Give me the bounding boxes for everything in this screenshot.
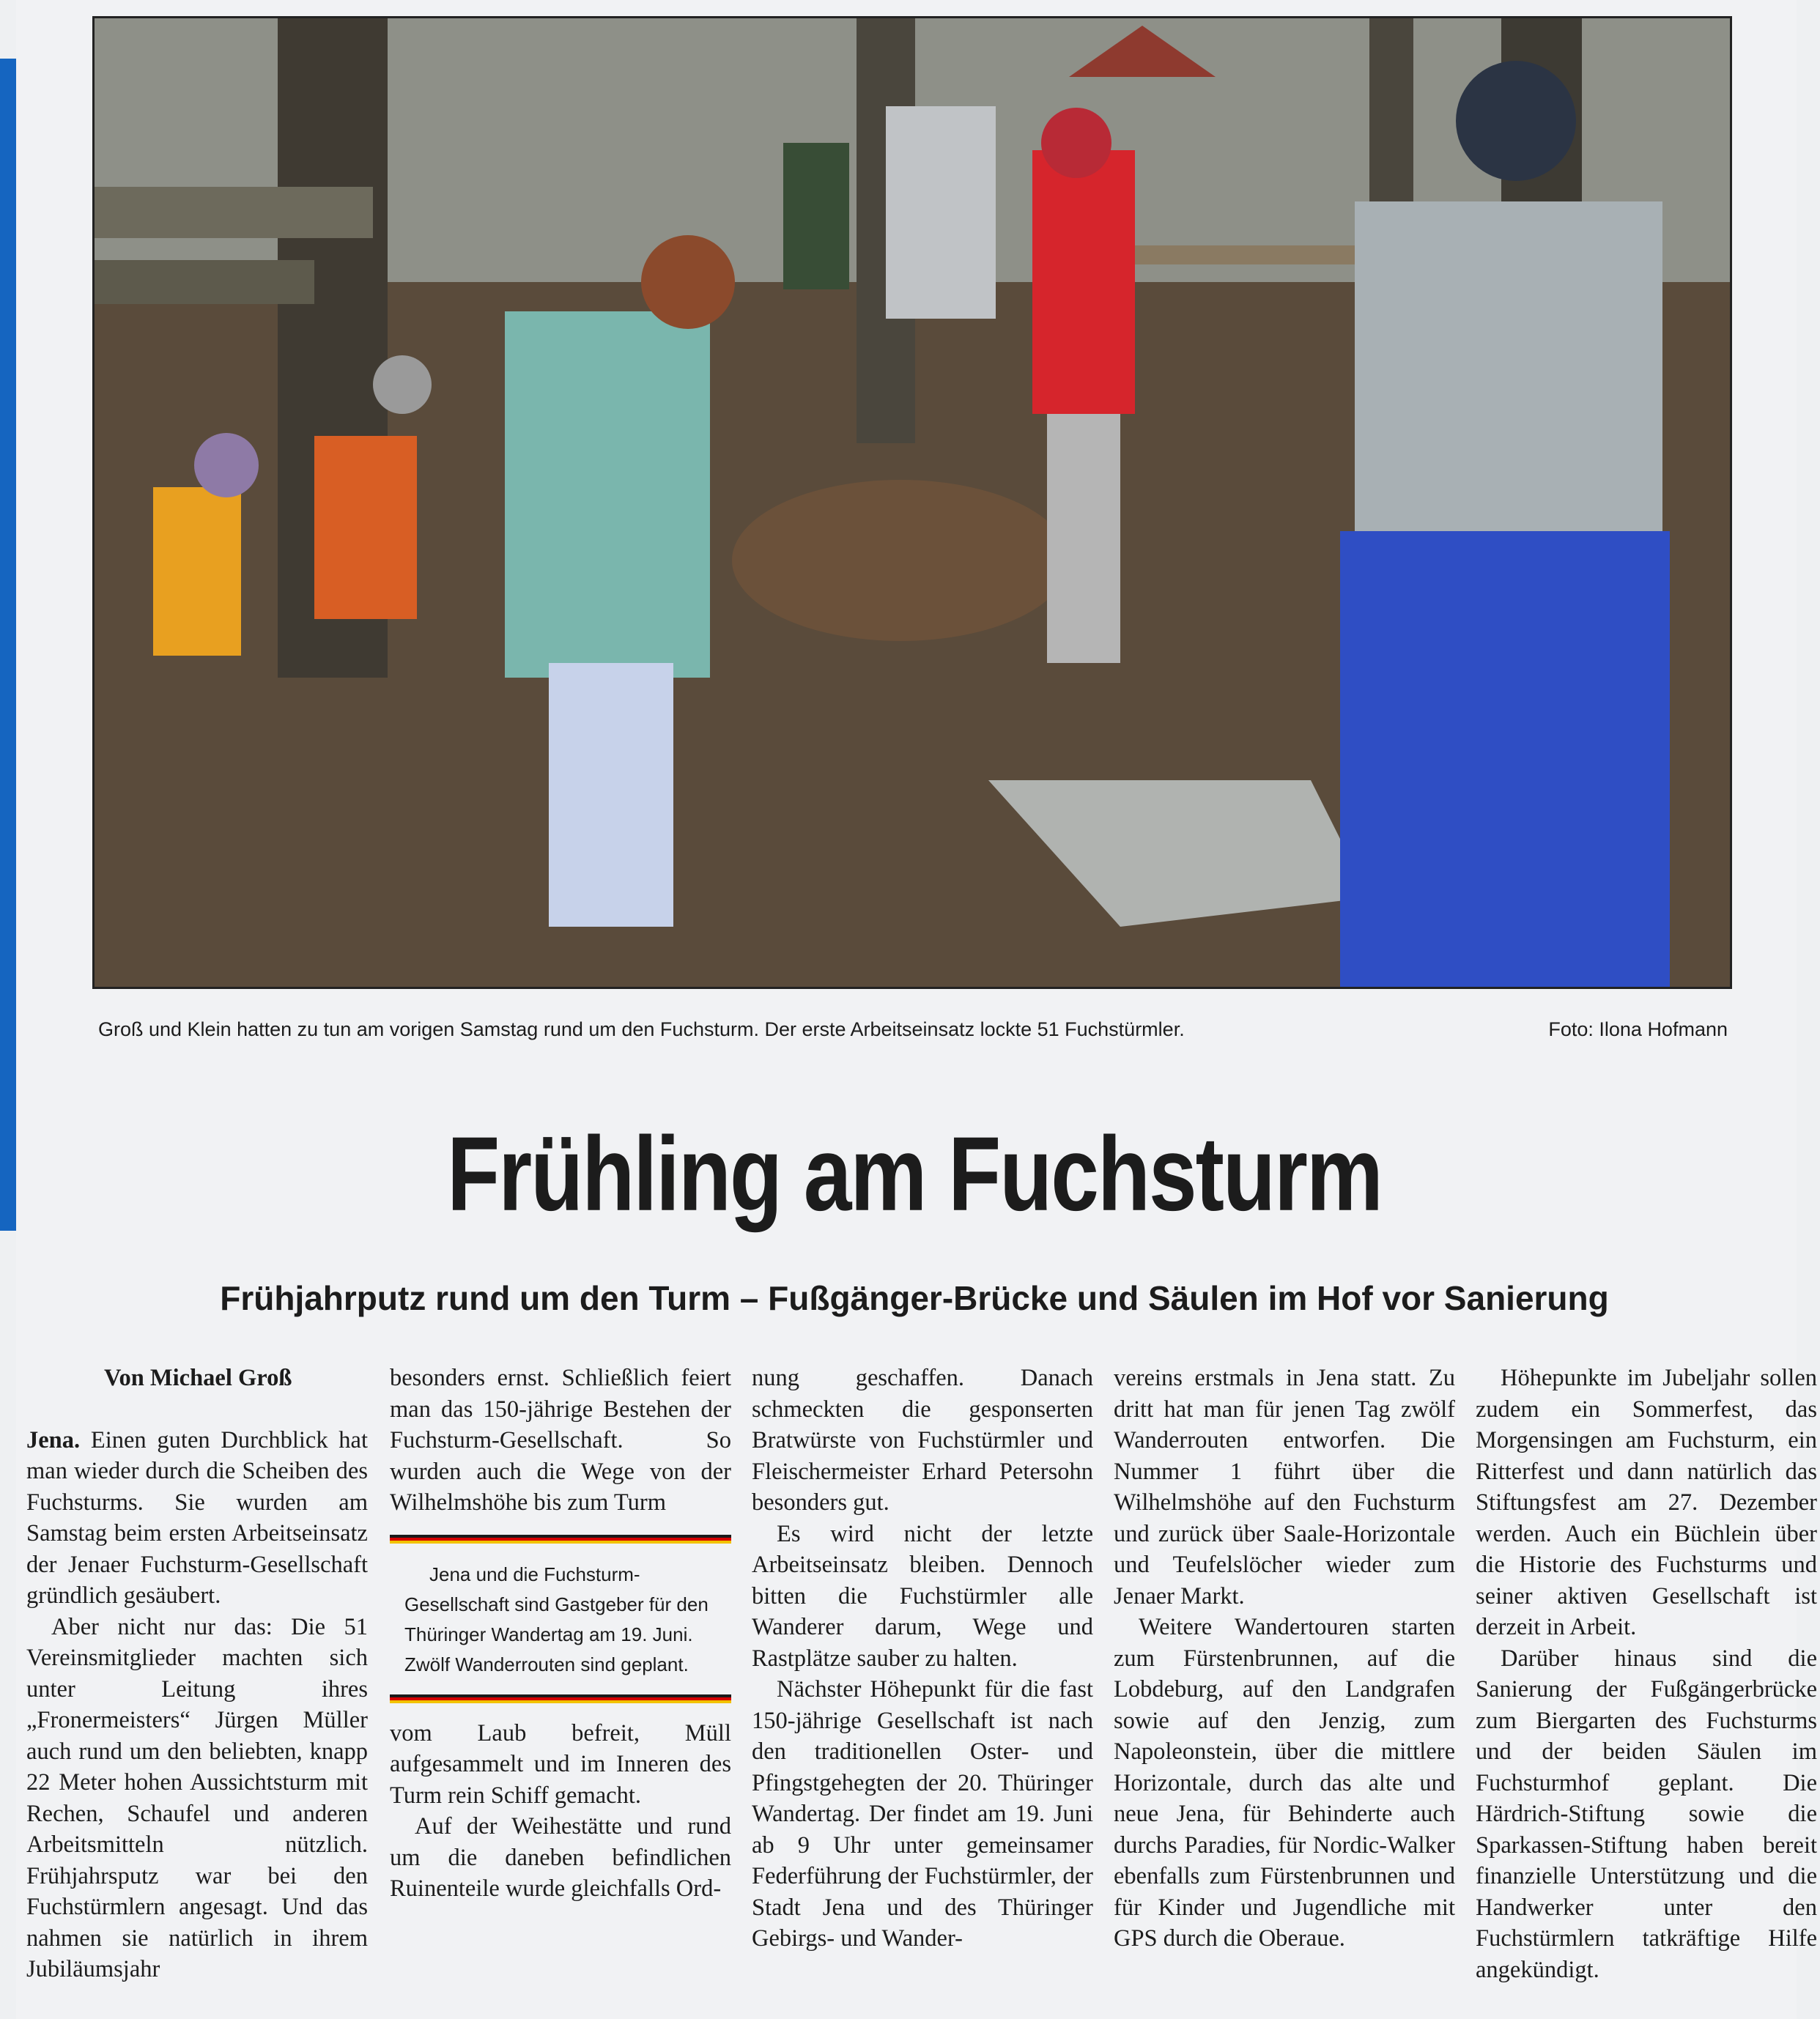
article-subheadline: Frühjahrputz rund um den Turm – Fußgänger-Brücke und Säulen im Hof vor Sanierung [220,1279,1609,1317]
article-headline: Frühling am Fuchsturm [447,1115,1382,1234]
article-paragraph: vom Laub befreit, Müll aufgesammelt und im Inneren des Turm rein Schiff gemacht. [390,1719,731,1809]
article-paragraph: besonders ernst. Schließlich feiert man das 150-jährige Bestehen der Fuchsturm-Gesellschaft. So wurden auch die Wege von der Wilhelmshöhe bis zum Turm [390,1365,731,1516]
photo-illustration [95,18,1730,987]
article-column-3 [752,1363,1093,1955]
article-paragraph: Weitere Wandertouren starten zum Fürstenbrunnen, auf die Lobdeburg, auf den Landgrafen sowie auf den Jenzig, zum Napoleonstein, über die mittlere Horizontale, durch das alte und neue Jena, für Behinderte auch durchs Paradies, für Nordic-Walker ebenfalls zum Fürstenbrunnen und für Kinder und Jugendliche mit GPS durch die Oberaue. [1114,1614,1455,1952]
article-column-1 [26,1363,368,1985]
photo-caption: Groß und Klein hatten zu tun am vorigen Samstag rund um den Fuchsturm. Der erste Arbeitseinsatz lockte 51 Fuchstürmler. [98,1018,1185,1040]
article-byline: Von Michael Groß [104,1365,292,1391]
article-paragraph: nung geschaffen. Danach schmeckten die gesponserten Bratwürste von Fuchstürmler und Fleischermeister Erhard Petersohn besonders gut. [752,1365,1093,1516]
info-box-top-rule [390,1535,731,1544]
article-paragraph: vereins erstmals in Jena statt. Zu dritt hat man für jenen Tag zwölf Wanderrouten entworfen. Die Nummer 1 führt über die Wilhelmshöhe auf den Fuchsturm und zurück über Saale-Horizontale und Teufelslöcher wieder zum Jenaer Markt. [1114,1365,1455,1609]
info-box [390,1535,731,1703]
article-paragraph: Auf der Weihestätte und rund um die daneben befindlichen Ruinenteile wurde gleichfalls Ord- [390,1813,731,1902]
article-body [26,1363,1817,2007]
article-column-5 [1476,1363,1817,1985]
photo-caption-row [92,1018,1728,1048]
photo-credit: Foto: Ilona Hofmann [1548,1018,1728,1040]
info-box-text: Jena und die Fuchsturm-Gesellschaft sind Gastgeber für den Thüringer Wandertag am 19. Juni. Zwölf Wanderrouten sind geplant. [404,1563,709,1675]
article-paragraph [26,1425,368,1612]
info-box-bottom-rule [390,1694,731,1703]
article-paragraph: Darüber hinaus sind die Sanierung der Fußgängerbrücke zum Biergarten des Fuchsturms und der beiden Säulen im Fuchsturmhof geplant. Die Härdrich-Stiftung sowie die Sparkassen-Stiftung haben bereit finanzielle Unterstützung und die Handwerker unter den Fuchstürmlern tatkräftige Hilfe angekündigt. [1476,1645,1817,1983]
article-column-2 [390,1363,731,1905]
article-paragraph: Höhepunkte im Jubeljahr sollen zudem ein Sommerfest, das Morgensingen am Fuchsturm, ein Ritterfest und dann natürlich das Stiftungsfest am 27. Dezember werden. Auch ein Büchlein über die Historie des Fuchsturms und seiner aktiven Gesellschaft ist derzeit in Arbeit. [1476,1365,1817,1640]
paragraph-text: Einen guten Durchblick hat man wieder durch die Scheiben des Fuchsturms. Sie wurden am Samstag beim ersten Arbeitseinsatz der Jenaer Fuchsturm-Gesellschaft gründlich gesäubert. [26,1426,369,1609]
article-paragraph: Aber nicht nur das: Die 51 Vereinsmitglieder machten sich unter Leitung ihres „Fronermeisters“ Jürgen Müller auch rund um den beliebten, knapp 22 Meter hohen Aussichtsturm mit Rechen, Schaufel und anderen Arbeitsmitteln nützlich. Frühjahrsputz war bei den Fuchstürmlern angesagt. Und das nahmen sie natürlich in ihrem Jubiläumsjahr [26,1613,368,1982]
article-photo [92,16,1732,989]
page-edge-strip [0,59,16,1231]
newspaper-page [16,0,1817,2019]
article-paragraph: Nächster Höhepunkt für die fast 150-jährige Gesellschaft ist nach den traditionellen Oster- und Pfingstgehegten der 20. Thüringer Wandertag. Der findet am 19. Juni ab 9 Uhr unter gemeinsamer Federführung der Fuchstürmler, der Stadt Jena und des Thüringer Gebirgs- und Wander- [752,1676,1093,1952]
dateline: Jena. [26,1426,81,1453]
article-paragraph: Es wird nicht der letzte Arbeitseinsatz bleiben. Dennoch bitten die Fuchstürmler alle Wanderer darum, Wege und Rastplätze sauber zu halten. [752,1520,1093,1672]
article-column-4 [1114,1363,1455,1955]
